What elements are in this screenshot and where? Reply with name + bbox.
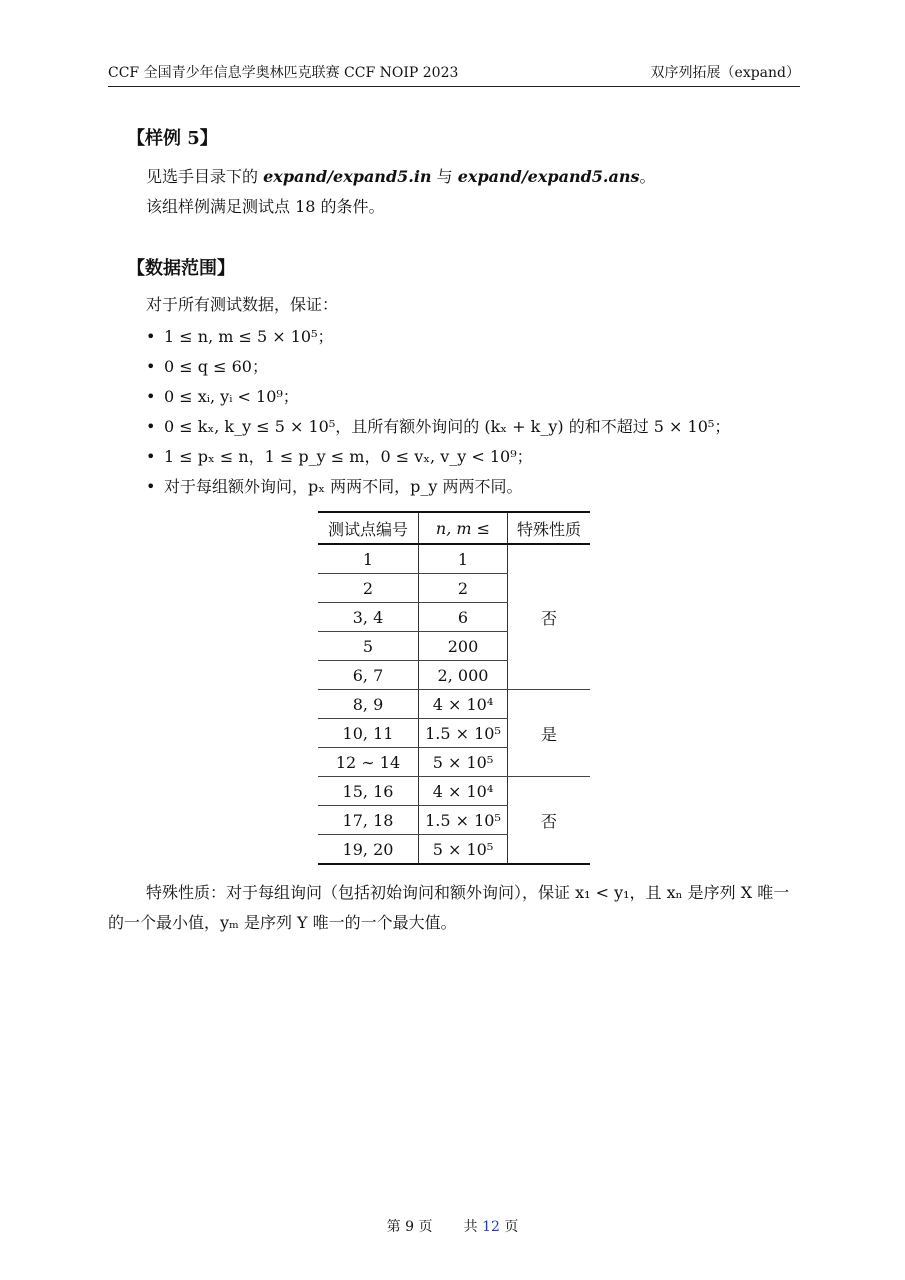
table-row: 17, 18 1.5 × 10⁵ (318, 806, 590, 835)
special-group-3: 否 (508, 777, 591, 865)
constraint-list (146, 322, 730, 502)
special-group-1: 否 (508, 544, 591, 690)
page-number: 9 (405, 1219, 415, 1235)
data-range-intro: 对于所有测试数据，保证： (146, 295, 339, 314)
table-row: 1 1 否 (318, 544, 590, 574)
table-row: 15, 16 4 × 10⁴ 否 (318, 777, 590, 806)
sample5-line2: 该组样例满足测试点 18 的条件。 (146, 197, 385, 216)
header-contest-title: CCF 全国青少年信息学奥林匹克联赛 CCF NOIP 2023 (108, 65, 459, 81)
table-row: 5 200 (318, 632, 590, 661)
table-row: 19, 20 5 × 10⁵ (318, 835, 590, 865)
table-row: 12 ∼ 14 5 × 10⁵ (318, 748, 590, 777)
page-footer: 第 9 页 共 12 页 (386, 1219, 519, 1235)
constraint-item: • 1 ≤ n, m ≤ 5 × 10⁵； (146, 322, 730, 352)
col-header-special: 特殊性质 (508, 512, 591, 544)
constraint-item: • 对于每组额外询问，pₓ 两两不同，p_y 两两不同。 (146, 472, 730, 502)
special-property-text: 特殊性质：对于每组询问（包括初始询问和额外询问），保证 x₁ < y₁，且 xₙ 是序列 X 唯一的一个最小值，yₘ 是序列 Y 唯一的一个最大值。 (108, 883, 790, 932)
constraint-item: • 0 ≤ kₓ, k_y ≤ 5 × 10⁵，且所有额外询问的 (kₓ + k_y) 的和不超过 5 × 10⁵； (146, 412, 730, 442)
col-header-test-id: 测试点编号 (318, 512, 419, 544)
sample-ans-filename: expand/expand5.ans (457, 167, 640, 186)
col-header-nm-limit: n, m ≤ (419, 512, 508, 544)
special-group-2: 是 (508, 690, 591, 777)
page-header (108, 60, 800, 87)
constraint-item: • 0 ≤ xᵢ, yᵢ < 10⁹； (146, 382, 730, 412)
sample5-line1: 见选手目录下的 expand/expand5.in 与 expand/expand5.ans。 (146, 167, 656, 186)
sample-in-filename: expand/expand5.in (263, 167, 432, 186)
data-range-title: 【数据范围】 (127, 258, 235, 279)
constraint-item: • 1 ≤ pₓ ≤ n，1 ≤ p_y ≤ m，0 ≤ vₓ, v_y < 10⁹； (146, 442, 730, 472)
constraint-item: • 0 ≤ q ≤ 60； (146, 352, 730, 382)
header-problem-title: 双序列拓展（expand） (650, 65, 800, 81)
table-row: 3, 4 6 (318, 603, 590, 632)
table-row: 8, 9 4 × 10⁴ 是 (318, 690, 590, 719)
total-pages-link[interactable]: 12 (482, 1219, 500, 1235)
sample5-title: 【样例 5】 (127, 128, 218, 149)
table-row: 6, 7 2, 000 (318, 661, 590, 690)
table-row: 10, 11 1.5 × 10⁵ (318, 719, 590, 748)
test-case-table (318, 511, 590, 865)
table-row: 2 2 (318, 574, 590, 603)
